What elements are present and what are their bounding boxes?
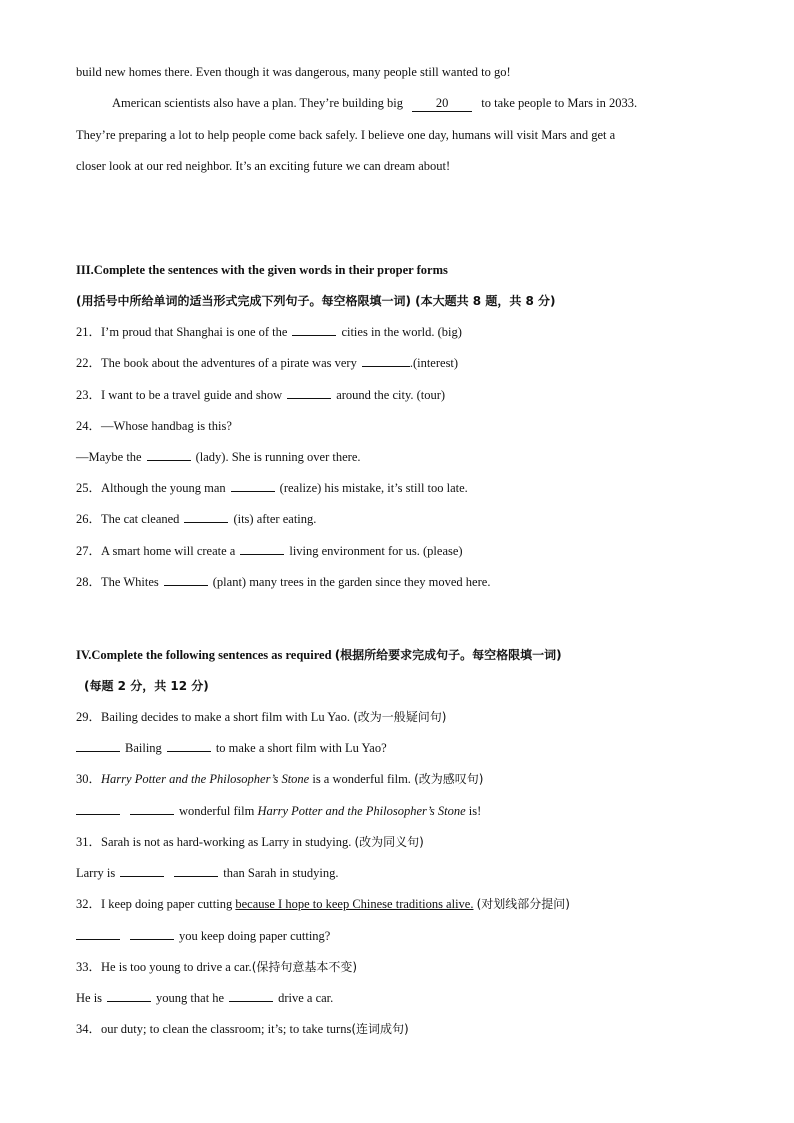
answer-text: to make a short film with Lu Yao? [215, 741, 387, 755]
question-number: 21． [76, 325, 102, 339]
question-number: 25． [76, 481, 102, 495]
answer-text: wonderful film [179, 804, 255, 818]
section-4-title [76, 647, 562, 663]
section-3-title: III.Complete the sentences with the given words in their proper forms [76, 263, 448, 277]
question-requirement: (改为一般疑问句) [353, 710, 447, 724]
question-text: —Whose handbag is this? [101, 419, 232, 433]
question-27 [76, 543, 463, 559]
question-31-answer [76, 865, 339, 881]
answer-blank[interactable] [130, 803, 174, 815]
question-requirement: (改为感叹句) [414, 772, 484, 786]
question-requirement: (改为同义句) [354, 835, 424, 849]
question-number: 22． [76, 356, 102, 370]
question-requirement: (保持句意基本不变) [251, 960, 358, 974]
answer-text: Larry is [76, 866, 116, 880]
question-text: (plant) many trees in the garden since they moved here. [212, 575, 491, 589]
question-text: The book about the adventures of a pirate was very [101, 356, 357, 370]
answer-blank[interactable] [76, 803, 120, 815]
answer-text: Bailing [125, 741, 162, 755]
question-text: .(interest) [409, 356, 459, 370]
question-number: 33． [76, 960, 102, 974]
question-number: 26． [76, 512, 102, 526]
underlined-part: because I hope to keep Chinese traditions alive. [235, 897, 474, 911]
question-22 [76, 355, 458, 371]
question-text: I want to be a travel guide and show [101, 388, 283, 402]
question-25 [76, 480, 468, 496]
answer-blank[interactable] [107, 990, 151, 1002]
question-30 [76, 771, 483, 787]
passage-line-2 [112, 95, 637, 112]
question-requirement: (对划线部分提问) [476, 897, 570, 911]
question-text: around the city. (tour) [336, 388, 446, 402]
question-number: 31． [76, 835, 102, 849]
section-4-title-en: IV.Complete the following sentences as required [76, 648, 332, 662]
answer-blank-20: 20 [412, 95, 472, 112]
answer-blank[interactable] [167, 740, 211, 752]
question-number: 32． [76, 897, 102, 911]
answer-blank[interactable] [240, 543, 284, 555]
film-title: Harry Potter and the Philosopher’s Stone [101, 772, 310, 786]
question-number: 24． [76, 419, 102, 433]
question-number: 23． [76, 388, 102, 402]
answer-blank[interactable] [231, 480, 275, 492]
section-3-subtitle: (用括号中所给单词的适当形式完成下列句子。每空格限填一词) (本大题共 8 题，共 8 分) [76, 294, 556, 308]
question-32-answer [76, 928, 330, 944]
answer-text: young that he [156, 991, 225, 1005]
answer-blank[interactable] [184, 511, 228, 523]
question-text: The cat cleaned [101, 512, 180, 526]
answer-blank[interactable] [174, 865, 218, 877]
question-number: 28． [76, 575, 102, 589]
question-text: I keep doing paper cutting [101, 897, 233, 911]
question-text: A smart home will create a [101, 544, 236, 558]
answer-blank[interactable] [164, 574, 208, 586]
answer-text: drive a car. [278, 991, 334, 1005]
question-text: (its) after eating. [233, 512, 317, 526]
passage-line-4: closer look at our red neighbor. It’s an exciting future we can dream about! [76, 159, 451, 173]
question-number: 29． [76, 710, 102, 724]
answer-text: is! [468, 804, 482, 818]
answer-blank[interactable] [120, 865, 164, 877]
film-title: Harry Potter and the Philosopher’s Stone [257, 804, 466, 818]
passage-text: American scientists also have a plan. They’re building big [112, 96, 404, 110]
answer-blank[interactable] [147, 449, 191, 461]
answer-blank[interactable] [292, 324, 336, 336]
question-text: I’m proud that Shanghai is one of the [101, 325, 288, 339]
question-text: is a wonderful film. [312, 772, 411, 786]
question-number: 30． [76, 772, 102, 786]
question-text: Although the young man [101, 481, 226, 495]
question-text: living environment for us. (please) [289, 544, 463, 558]
answer-text: than Sarah in studying. [223, 866, 339, 880]
question-29-answer [76, 740, 387, 756]
question-text: Bailing decides to make a short film with Lu Yao. [101, 710, 350, 724]
question-32 [76, 896, 570, 912]
question-29 [76, 709, 446, 725]
question-text: The Whites [101, 575, 159, 589]
question-requirement: (连词成句) [351, 1022, 409, 1036]
answer-blank[interactable] [362, 355, 410, 367]
question-33 [76, 959, 357, 975]
question-text: (realize) his mistake, it’s still too late. [279, 481, 468, 495]
question-text: —Maybe the [76, 450, 142, 464]
passage-text: to take people to Mars in 2033. [481, 96, 638, 110]
question-number: 27． [76, 544, 102, 558]
question-34 [76, 1021, 409, 1037]
answer-blank[interactable] [76, 928, 120, 940]
question-text: He is too young to drive a car. [101, 960, 252, 974]
question-24-line-2 [76, 449, 361, 465]
question-23 [76, 387, 445, 403]
question-28 [76, 574, 490, 590]
answer-blank[interactable] [130, 928, 174, 940]
question-31 [76, 834, 424, 850]
answer-blank[interactable] [76, 740, 120, 752]
question-text: (lady). She is running over there. [195, 450, 361, 464]
answer-text: He is [76, 991, 103, 1005]
question-21 [76, 324, 462, 340]
section-4-subtitle: (每题 2 分，共 12 分) [84, 679, 209, 693]
question-24 [76, 418, 232, 434]
passage-line-1: build new homes there. Even though it was dangerous, many people still wanted to go! [76, 65, 511, 79]
question-number: 34． [76, 1022, 102, 1036]
question-33-answer [76, 990, 333, 1006]
answer-blank[interactable] [287, 387, 331, 399]
question-26 [76, 511, 316, 527]
answer-blank[interactable] [229, 990, 273, 1002]
question-text: cities in the world. (big) [341, 325, 462, 339]
answer-text: you keep doing paper cutting? [179, 929, 331, 943]
section-4-title-cn: (根据所给要求完成句子。每空格限填一词) [334, 648, 562, 662]
question-30-answer [76, 803, 481, 819]
question-text: Sarah is not as hard-working as Larry in studying. [101, 835, 352, 849]
passage-line-3: They’re preparing a lot to help people come back safely. I believe one day, humans will visit Mars and get a [76, 128, 616, 142]
question-text: our duty; to clean the classroom; it’s; to take turns [101, 1022, 352, 1036]
